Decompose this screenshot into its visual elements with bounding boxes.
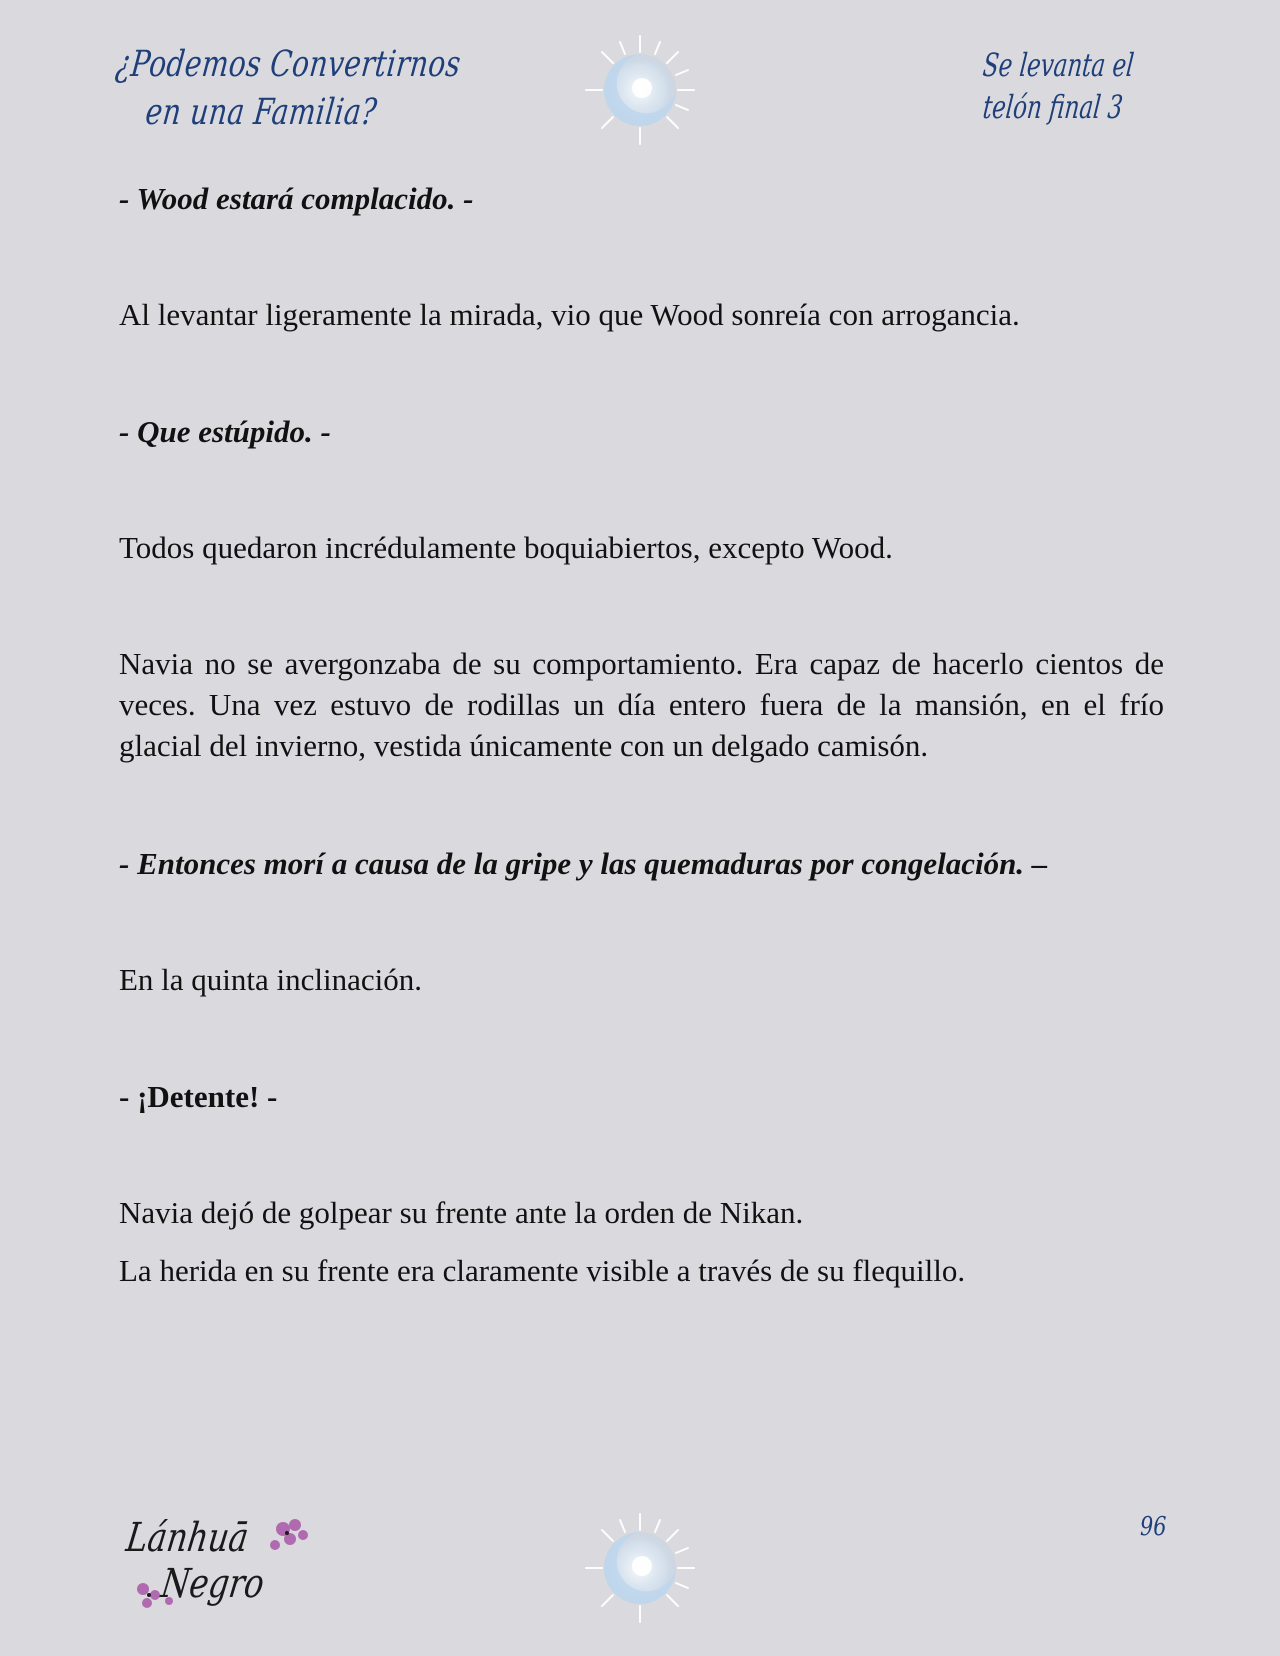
translator-logo [125, 1515, 325, 1625]
logo-line1: Lánhuā [123, 1515, 252, 1561]
logo-line2: Negro [158, 1561, 267, 1607]
narrative-paragraph: Navia no se avergonzaba de su comportamiento. Era capaz de hacerlo cientos de veces. Una vez estuvo de rodillas un día entero fuera de la mansión, en el frío glacial del invierno, vestida únicamente con un delgado camisón. [119, 646, 1164, 763]
page-number: 96 [1140, 1512, 1167, 1542]
book-title [113, 44, 463, 154]
dialogue-line: - Que estúpido. - [119, 414, 331, 449]
narrative-paragraph: En la quinta inclinación. [119, 962, 423, 997]
narrative-paragraph: Navia dejó de golpear su frente ante la orden de Nikan. [119, 1195, 804, 1230]
chapter-title [981, 46, 1185, 146]
chapter-title-line2: telón final 3 [981, 88, 1125, 126]
dialogue-line: - Entonces morí a causa de la gripe y las quemaduras por congelación. – [119, 846, 1048, 881]
book-title-line2: en una Familia? [143, 92, 380, 133]
moon-sun-emblem-icon [580, 30, 700, 150]
book-title-line1: ¿Podemos Convertirnos [113, 44, 463, 85]
dialogue-line: - Wood estará complacido. - [119, 181, 474, 216]
narrative-paragraph: La herida en su frente era claramente visible a través de su flequillo. [119, 1253, 966, 1288]
narrative-paragraph: Todos quedaron incrédulamente boquiabiertos, excepto Wood. [119, 530, 893, 565]
moon-sun-emblem-icon [580, 1508, 700, 1628]
narrative-paragraph: Al levantar ligeramente la mirada, vio que Wood sonreía con arrogancia. [119, 297, 1020, 332]
chapter-title-line1: Se levanta el [981, 46, 1136, 84]
dialogue-line: - ¡Detente! - [119, 1079, 278, 1114]
